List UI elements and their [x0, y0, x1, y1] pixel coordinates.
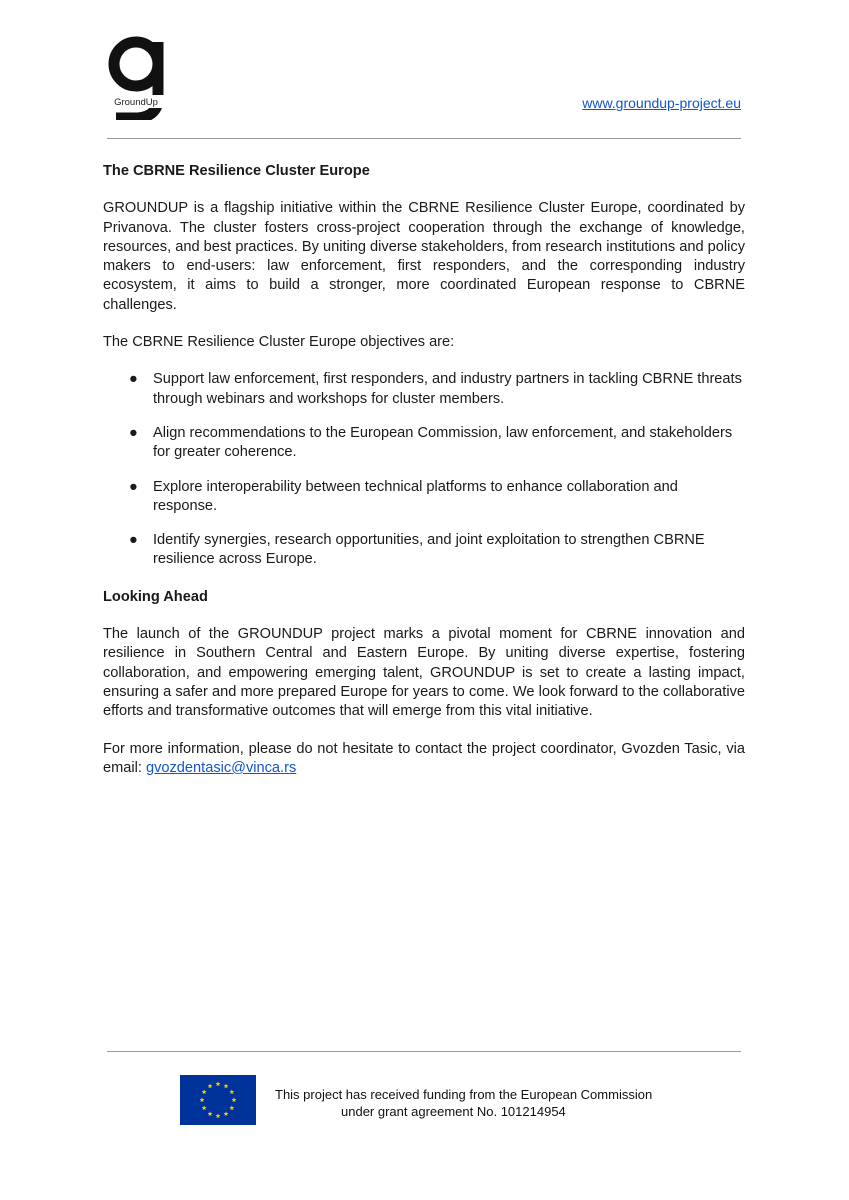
eu-star-icon [208, 1084, 213, 1089]
header-divider [107, 138, 741, 139]
funding-statement: This project has received funding from the European Commission under grant agreement No. 101214954 [275, 1087, 653, 1119]
objectives-intro: The CBRNE Resilience Cluster Europe objectives are: [103, 334, 455, 351]
footer-divider [107, 1051, 741, 1052]
bullet-icon: ● [129, 532, 138, 549]
email-link[interactable]: gvozdentasic@vinca.rs [145, 759, 297, 776]
list-item: ● Identify synergies, research opportunities, and joint exploitation to strengthen CBRNE resilience across Europe. [129, 532, 705, 568]
groundup-logo [104, 36, 168, 120]
logo-text: GroundUp [114, 97, 158, 108]
eu-star-icon [202, 1105, 207, 1110]
eu-star-icon [232, 1097, 237, 1102]
contact-paragraph: For more information, please do not hesitate to contact the project coordinator, Gvozden Tasic, via email: gvozdentasic@vinca.rs [103, 740, 745, 776]
objectives-list [103, 370, 745, 569]
section-title-cluster: The CBRNE Resilience Cluster Europe [103, 163, 370, 179]
looking-ahead-paragraph: The launch of the GROUNDUP project marks a pivotal moment for CBRNE innovation and resilience in Southern Central and Eastern Europe. By uniting diverse expertise, fostering collaboration, and empowering emerging talent, GROUNDUP is set to create a lasting impact, ensuring a safer and more prepared Europe for years to come. We look forward to the collaborative efforts and transformative outcomes that will emerge from this vital initiative. [103, 626, 745, 720]
eu-star-icon [202, 1089, 207, 1094]
list-item: ● Explore interoperability between technical platforms to enhance collaboration and response. [129, 478, 678, 514]
bullet-icon: ● [129, 371, 138, 388]
eu-star-icon [224, 1111, 229, 1116]
website-link[interactable]: www.groundup-project.eu [582, 95, 741, 111]
eu-star-icon [224, 1084, 229, 1089]
eu-star-icon [216, 1081, 221, 1086]
eu-flag-icon [180, 1075, 256, 1125]
list-item: ● Support law enforcement, first responders, and industry partners in tackling CBRNE threats through webinars and workshops for cluster members. [129, 371, 742, 407]
list-item: ● Align recommendations to the European Commission, law enforcement, and stakeholders for greater coherence. [129, 424, 733, 461]
section-title-looking-ahead: Looking Ahead [103, 588, 208, 605]
eu-star-icon [208, 1111, 213, 1116]
eu-star-icon [216, 1113, 221, 1118]
eu-star-icon [229, 1089, 234, 1094]
bullet-icon: ● [129, 478, 138, 495]
cluster-paragraph: GROUNDUP is a flagship initiative within the CBRNE Resilience Cluster Europe, coordinated by Privanova. The cluster fosters cross-project cooperation through the exchange of knowledge, resources, and best practices. By uniting diverse stakeholders, from research institutions and policy makers to end-users: law enforcement, first responders, and the corresponding industry ecosystem, it aims to build a stronger, more coordinated European response to CBRNE challenges. [103, 200, 745, 313]
funding-footer [180, 1075, 680, 1125]
eu-star-icon [229, 1105, 234, 1110]
bullet-icon: ● [129, 424, 138, 441]
eu-star-icon [200, 1097, 205, 1102]
document-body [103, 162, 745, 796]
